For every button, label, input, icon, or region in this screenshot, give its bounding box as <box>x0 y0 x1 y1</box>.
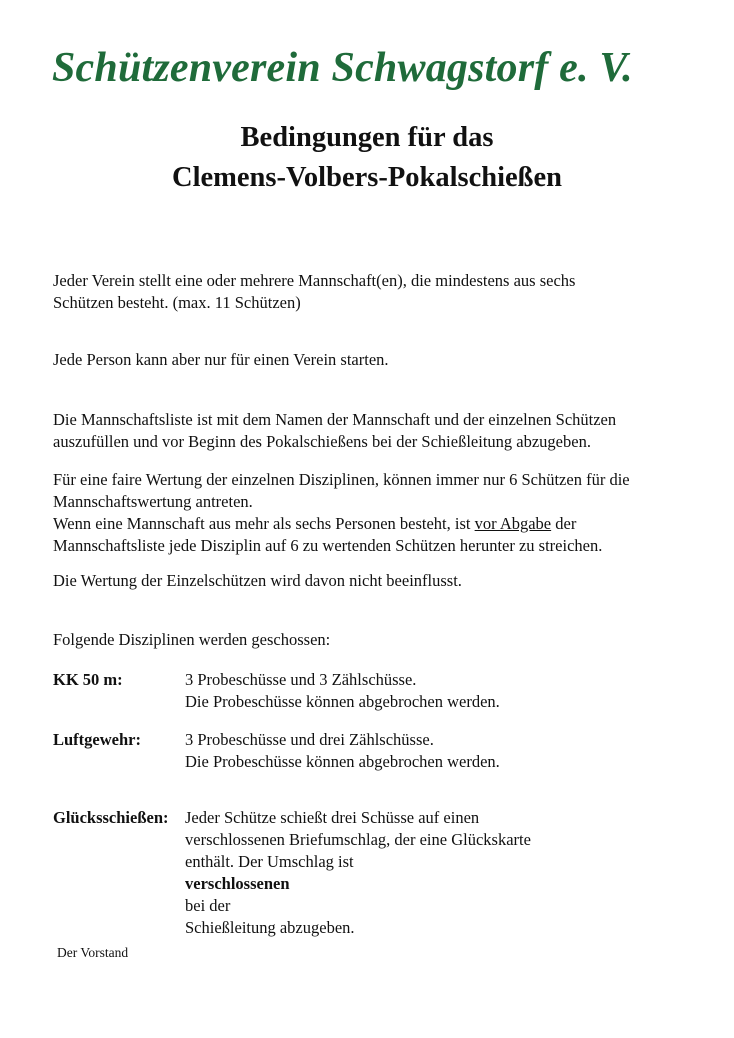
discipline-label: Luftgewehr: <box>53 730 141 749</box>
discipline-line: verschlossenen Briefumschlag, der eine Glückskarte <box>185 830 531 849</box>
discipline-line <box>185 851 531 917</box>
one-club-paragraph: Jede Person kann aber nur für einen Verein starten. <box>53 350 389 369</box>
more-persons-line-2: Mannschaftsliste jede Disziplin auf 6 zu wertenden Schützen herunter zu streichen. <box>53 536 603 555</box>
discipline-line: 3 Probeschüsse und drei Zählschüsse. <box>185 730 434 749</box>
discipline-line: Die Probeschüsse können abgebrochen werden. <box>185 692 500 711</box>
discipline-description <box>185 669 500 713</box>
discipline-label: KK 50 m: <box>53 670 123 689</box>
discipline-line: Schießleitung abzugeben. <box>185 918 355 937</box>
more-persons-text-a: Wenn eine Mannschaft aus mehr als sechs Personen besteht, ist <box>53 514 475 533</box>
teams-line-2: Schützen besteht. (max. 11 Schützen) <box>53 293 301 312</box>
signature: Der Vorstand <box>57 945 129 960</box>
discipline-text: bei der <box>185 896 231 915</box>
fair-scoring-line-2: Mannschaftswertung antreten. <box>53 492 253 511</box>
more-persons-text-b: der <box>551 514 577 533</box>
team-list-line-1: Die Mannschaftsliste ist mit dem Namen der Mannschaft und der einzelnen Schützen <box>53 410 617 429</box>
team-list-line-2: auszufüllen und vor Beginn des Pokalschießens bei der Schießleitung abzugeben. <box>53 432 591 451</box>
discipline-description <box>185 807 531 939</box>
discipline-line: Jeder Schütze schießt drei Schüsse auf einen <box>185 808 480 827</box>
discipline-line: 3 Probeschüsse und 3 Zählschüsse. <box>185 670 417 689</box>
teams-paragraph <box>53 270 575 314</box>
teams-line-1: Jeder Verein stellt eine oder mehrere Mannschaft(en), die mindestens aus sechs <box>53 271 576 290</box>
discipline-line: Die Probeschüsse können abgebrochen werden. <box>185 752 500 771</box>
fair-scoring-paragraph <box>53 469 630 557</box>
document-title <box>0 118 734 198</box>
before-submission-underlined: vor Abgabe <box>474 514 552 533</box>
document-title-line-1: Bedingungen für das <box>240 122 494 153</box>
sealed-bold: verschlossenen <box>185 874 290 893</box>
discipline-text: enthält. Der Umschlag ist <box>185 852 354 871</box>
team-list-paragraph <box>53 409 616 453</box>
club-name: Schützenverein Schwagstorf e. V. <box>52 45 633 91</box>
individual-scoring-paragraph: Die Wertung der Einzelschützen wird davon nicht beeinflusst. <box>53 571 462 590</box>
discipline-description <box>185 729 500 773</box>
fair-scoring-line-1: Für eine faire Wertung der einzelnen Disziplinen, können immer nur 6 Schützen für die <box>53 470 630 489</box>
disciplines-intro: Folgende Disziplinen werden geschossen: <box>53 630 331 649</box>
more-persons-line-1 <box>53 514 576 533</box>
discipline-label: Glücksschießen: <box>53 808 169 827</box>
document-title-line-2: Clemens-Volbers-Pokalschießen <box>171 162 563 193</box>
